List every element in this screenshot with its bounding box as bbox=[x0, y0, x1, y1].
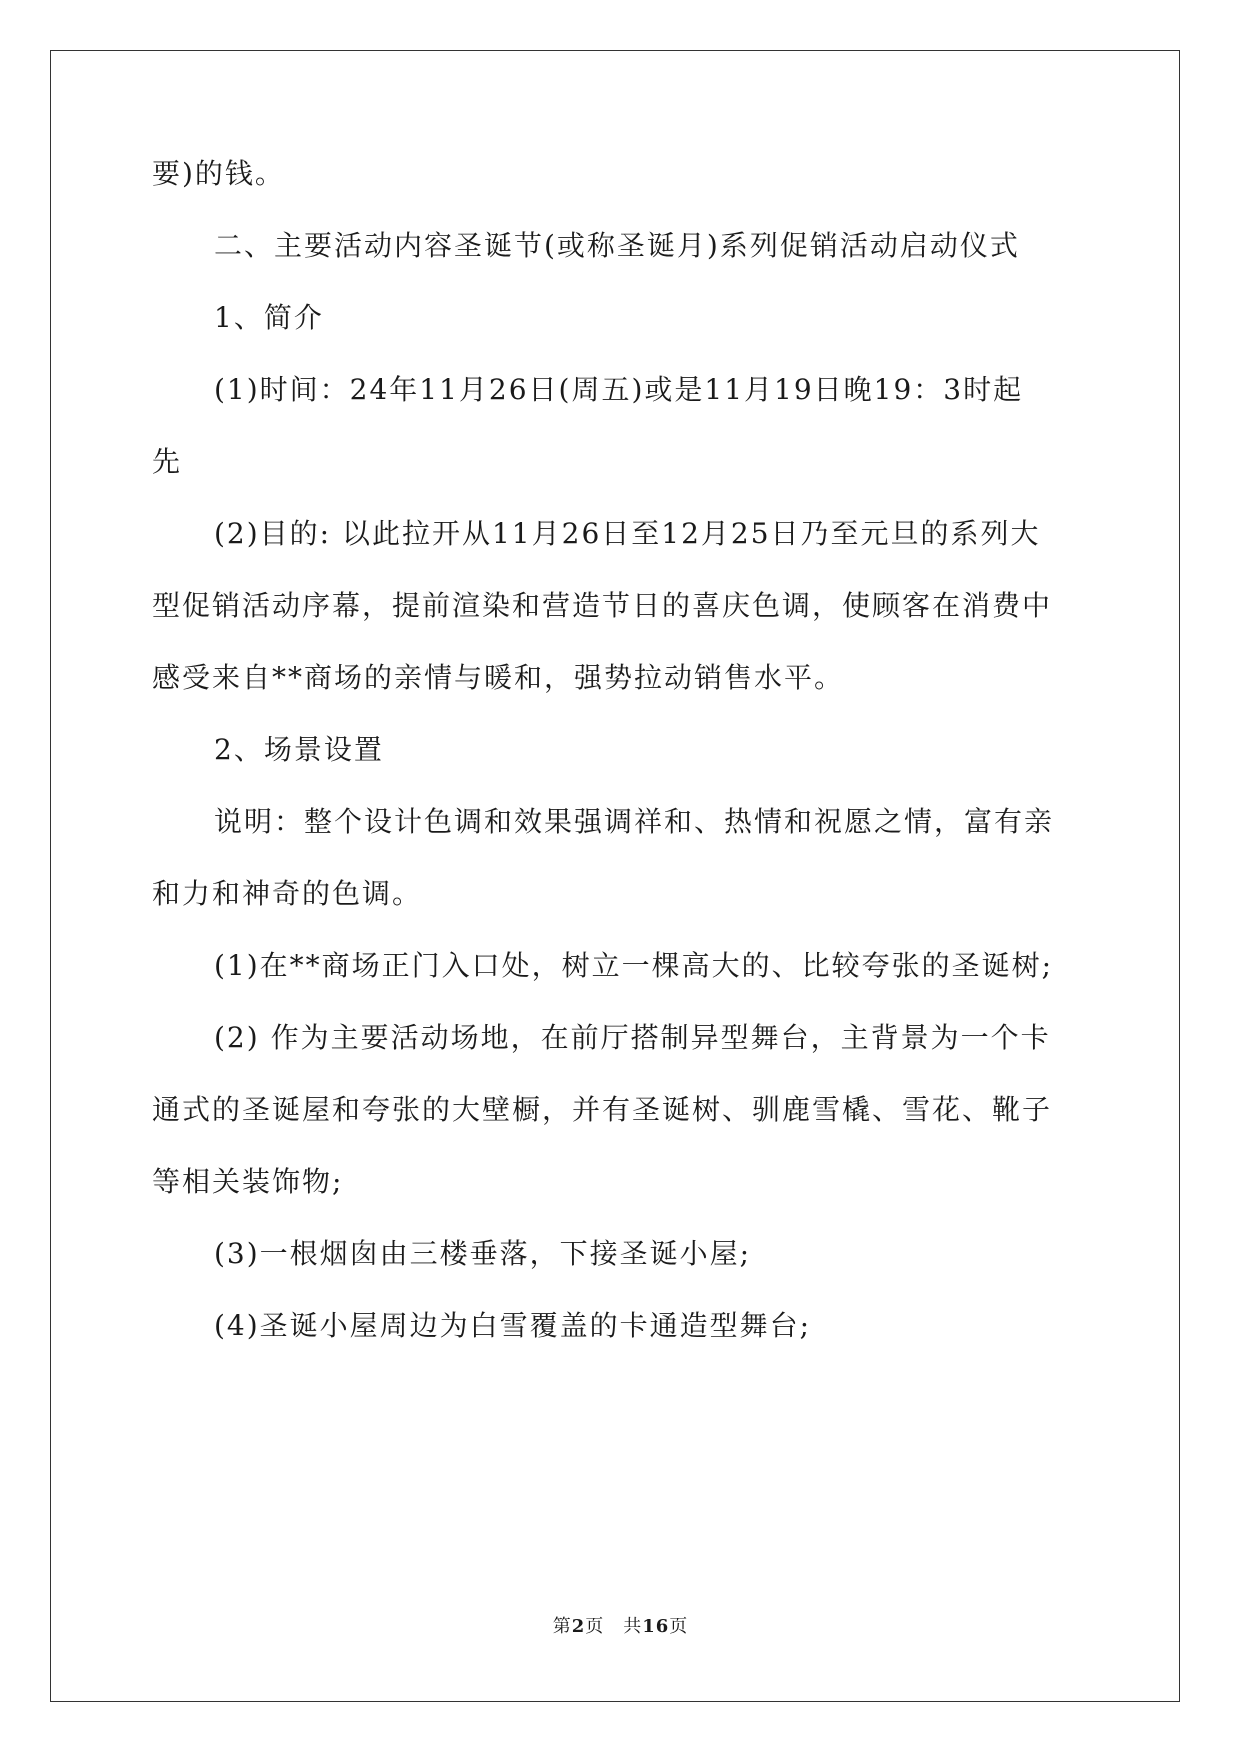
footer-suffix: 页 bbox=[669, 1616, 689, 1637]
text-line: (1)时间：24年11月26日(周五)或是11月19日晚19：3时起 bbox=[214, 373, 1024, 406]
subsection-heading: 1、简介 bbox=[214, 301, 324, 334]
section-heading: 二、主要活动内容圣诞节(或称圣诞月)系列促销活动启动仪式 bbox=[214, 229, 1020, 262]
text-line: (4)圣诞小屋周边为白雪覆盖的卡通造型舞台; bbox=[214, 1309, 812, 1342]
page-border bbox=[50, 50, 1180, 1702]
footer-prefix: 第 bbox=[552, 1616, 572, 1637]
text-line: 说明：整个设计色调和效果强调祥和、热情和祝愿之情，富有亲 bbox=[214, 805, 1055, 838]
text-line: 要)的钱。 bbox=[152, 157, 285, 190]
text-line: 先 bbox=[152, 445, 183, 478]
text-line: 和力和神奇的色调。 bbox=[152, 877, 423, 910]
text-line: 通式的圣诞屋和夸张的大壁橱，并有圣诞树、驯鹿雪橇、雪花、靴子 bbox=[152, 1093, 1053, 1126]
text-line: 型促销活动序幕，提前渲染和营造节日的喜庆色调，使顾客在消费中 bbox=[152, 589, 1053, 622]
text-line: 感受来自**商场的亲情与暖和，强势拉动销售水平。 bbox=[152, 661, 845, 694]
current-page-number: 2 bbox=[571, 1616, 586, 1637]
text-line: (1)在**商场正门入口处，树立一棵高大的、比较夸张的圣诞树; bbox=[214, 949, 1054, 982]
page-footer bbox=[0, 1612, 1241, 1638]
text-line: (3)一根烟囱由三楼垂落，下接圣诞小屋; bbox=[214, 1237, 752, 1270]
text-line: 等相关装饰物; bbox=[152, 1165, 344, 1198]
total-pages-number: 16 bbox=[642, 1616, 670, 1637]
footer-middle: 页 共 bbox=[585, 1616, 643, 1637]
text-line: (2) 作为主要活动场地，在前厅搭制异型舞台，主背景为一个卡 bbox=[214, 1021, 1051, 1054]
subsection-heading: 2、场景设置 bbox=[214, 733, 384, 766]
text-line: (2)目的: 以此拉开从11月26日至12月25日乃至元旦的系列大 bbox=[214, 517, 1041, 550]
